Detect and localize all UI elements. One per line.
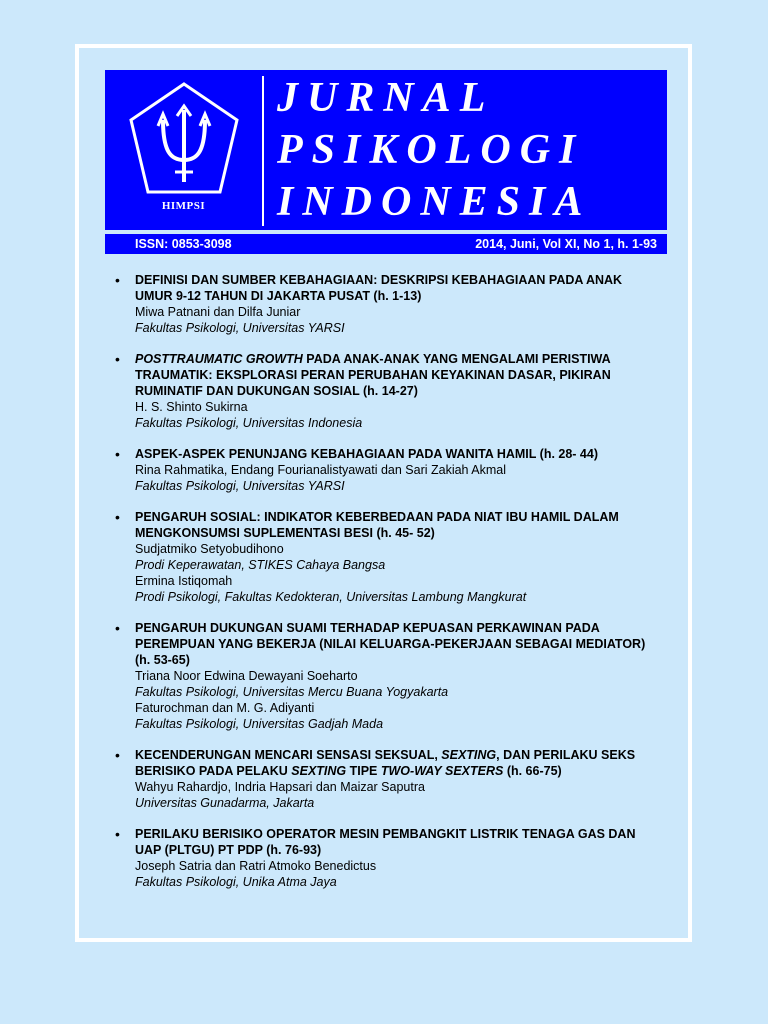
article-title-italic: POSTTRAUMATIC GROWTH	[135, 352, 303, 366]
article-title-part: KECENDERUNGAN MENCARI SENSASI SEKSUAL,	[135, 748, 442, 762]
bullet-icon: •	[115, 272, 120, 288]
article-authors: Wahyu Rahardjo, Indria Hapsari dan Maizar Saputra	[135, 780, 425, 794]
article-affiliation: Fakultas Psikologi, Unika Atma Jaya	[135, 875, 337, 889]
article-affiliation: Universitas Gunadarma, Jakarta	[135, 796, 315, 810]
article-entry	[115, 272, 660, 336]
masthead	[105, 70, 667, 230]
article-title-part: , DAN PERILAKU SEKS BERISIKO PADA PELAKU	[135, 748, 636, 778]
issue-info: 2014, Juni, Vol XI, No 1, h. 1-93	[475, 237, 657, 251]
bullet-icon: •	[115, 509, 120, 525]
bullet-icon: •	[115, 620, 120, 636]
masthead-divider	[262, 76, 264, 226]
article-title-part: TIPE	[346, 764, 381, 778]
article-entry	[115, 446, 660, 494]
article-title: PERILAKU BERISIKO OPERATOR MESIN PEMBANGKIT LISTRIK TENAGA GAS DAN UAP (PLTGU) PT PDP (h. 76-93)	[135, 827, 636, 857]
article-title-italic: SEXTING	[291, 764, 347, 778]
journal-title-line-1: JURNAL	[277, 75, 495, 121]
article-entry	[115, 747, 660, 811]
bullet-icon: •	[115, 351, 120, 367]
article-title: PENGARUH DUKUNGAN SUAMI TERHADAP KEPUASAN PERKAWINAN PADA PEREMPUAN YANG BEKERJA (NILAI KELUARGA-PEKERJAAN SEBAGAI MEDIATOR) (h. 53-65)	[135, 621, 646, 667]
journal-title-line-2: PSIKOLOGI	[277, 127, 585, 173]
article-affiliation: Fakultas Psikologi, Universitas Mercu Buana Yogyakarta	[135, 685, 449, 699]
article-title	[135, 747, 660, 779]
article-affiliation: Fakultas Psikologi, Universitas Indonesia	[135, 416, 363, 430]
bullet-icon: •	[115, 826, 120, 842]
article-title	[135, 351, 660, 399]
article-authors: Miwa Patnani dan Dilfa Juniar	[135, 305, 301, 319]
article-authors: Joseph Satria dan Ratri Atmoko Benedictus	[135, 859, 377, 873]
article-title: PENGARUH SOSIAL: INDIKATOR KEBERBEDAAN PADA NIAT IBU HAMIL DALAM MENGKONSUMSI SUPLEMENTASI BESI (h. 45- 52)	[135, 510, 619, 540]
article-title-italic: SEXTING	[441, 748, 497, 762]
article-title: DEFINISI DAN SUMBER KEBAHAGIAAN: DESKRIPSI KEBAHAGIAAN PADA ANAK UMUR 9-12 TAHUN DI JAKARTA PUSAT (h. 1-13)	[135, 273, 623, 303]
trident-emblem-icon	[125, 80, 243, 200]
bullet-icon: •	[115, 747, 120, 763]
article-entry	[115, 351, 660, 431]
article-title-rest: PADA ANAK-ANAK YANG MENGALAMI PERISTIWA TRAUMATIK: EKSPLORASI PERAN PERUBAHAN KEYAKINAN DASAR, PIKIRAN RUMINATIF DAN DUKUNGAN SOSIAL (h. 14-27)	[135, 352, 611, 398]
article-entry	[115, 620, 660, 732]
logo-label: HIMPSI	[161, 200, 206, 212]
journal-title-line-3: INDONESIA	[277, 179, 592, 225]
article-authors: H. S. Shinto Sukirna	[135, 400, 248, 414]
article-affiliation: Fakultas Psikologi, Universitas YARSI	[135, 321, 345, 335]
article-entry	[115, 826, 660, 890]
article-title-part: (h. 66-75)	[503, 764, 562, 778]
bullet-icon: •	[115, 446, 120, 462]
article-title: ASPEK-ASPEK PENUNJANG KEBAHAGIAAN PADA WANITA HAMIL (h. 28- 44)	[135, 447, 599, 461]
article-affiliation: Prodi Psikologi, Fakultas Kedokteran, Universitas Lambung Mangkurat	[135, 590, 527, 604]
article-title-italic: TWO-WAY SEXTERS	[380, 764, 504, 778]
article-affiliation: Prodi Keperawatan, STIKES Cahaya Bangsa	[135, 558, 386, 572]
article-affiliation: Fakultas Psikologi, Universitas Gadjah Mada	[135, 717, 384, 731]
article-authors: Ermina Istiqomah	[135, 574, 233, 588]
article-authors: Rina Rahmatika, Endang Fourianalistyawati dan Sari Zakiah Akmal	[135, 463, 507, 477]
himpsi-logo	[105, 70, 262, 230]
issn-bar	[105, 234, 667, 254]
article-authors: Faturochman dan M. G. Adiyanti	[135, 701, 315, 715]
article-entry	[115, 509, 660, 605]
table-of-contents	[115, 272, 660, 905]
article-affiliation: Fakultas Psikologi, Universitas YARSI	[135, 479, 345, 493]
issn-text: ISSN: 0853-3098	[135, 237, 232, 251]
article-authors: Triana Noor Edwina Dewayani Soeharto	[135, 669, 358, 683]
article-authors: Sudjatmiko Setyobudihono	[135, 542, 284, 556]
